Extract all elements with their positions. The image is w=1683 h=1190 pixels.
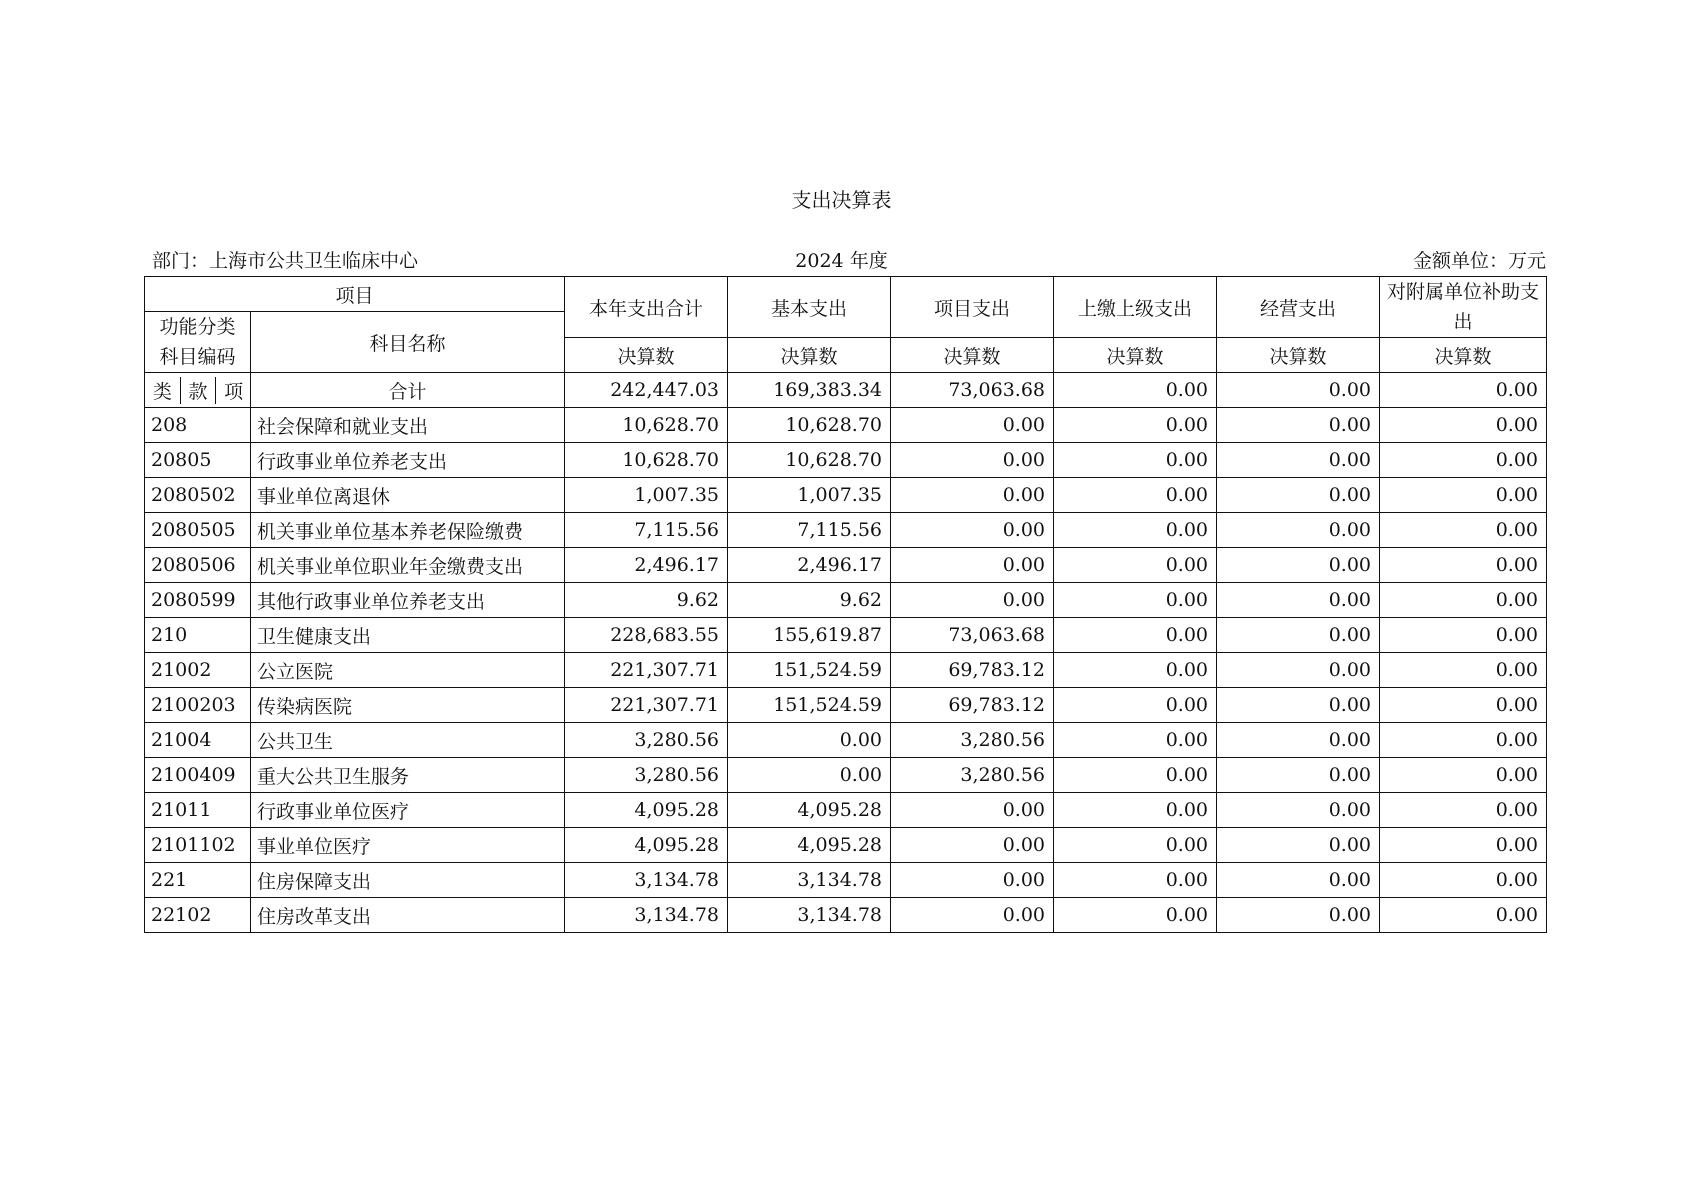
row-subject-name: 卫生健康支出 [251,618,565,653]
header-xiang: 项 [215,377,250,404]
row-upper: 0.00 [1054,688,1217,723]
row-project: 0.00 [891,548,1054,583]
sum-business: 0.00 [1217,373,1380,408]
header-settled: 决算数 [1217,338,1380,373]
header-subsidy: 对附属单位补助支出 [1380,277,1547,338]
row-total: 221,307.71 [565,653,728,688]
table-row [145,653,1547,688]
row-upper: 0.00 [1054,863,1217,898]
row-project: 0.00 [891,408,1054,443]
row-basic: 7,115.56 [728,513,891,548]
row-business: 0.00 [1217,478,1380,513]
header-func-code: 功能分类科目编码 [145,312,251,373]
row-total: 4,095.28 [565,828,728,863]
row-total: 4,095.28 [565,793,728,828]
table-row [145,583,1547,618]
row-subsidy: 0.00 [1380,863,1547,898]
header-kuan: 款 [180,377,216,404]
row-upper: 0.00 [1054,513,1217,548]
header-lei: 类 [152,380,172,403]
row-business: 0.00 [1217,898,1380,933]
row-business: 0.00 [1217,758,1380,793]
row-code: 20805 [145,443,251,478]
row-subject-name: 行政事业单位养老支出 [251,443,565,478]
sum-upper: 0.00 [1054,373,1217,408]
sum-project: 73,063.68 [891,373,1054,408]
row-total: 10,628.70 [565,443,728,478]
header-total: 本年支出合计 [565,277,728,338]
row-project: 0.00 [891,863,1054,898]
row-total: 1,007.35 [565,478,728,513]
header-settled: 决算数 [1380,338,1547,373]
row-subject-name: 社会保障和就业支出 [251,408,565,443]
row-upper: 0.00 [1054,478,1217,513]
row-subject-name: 住房保障支出 [251,863,565,898]
row-total: 228,683.55 [565,618,728,653]
row-project: 73,063.68 [891,618,1054,653]
row-code: 2080502 [145,478,251,513]
row-subsidy: 0.00 [1380,758,1547,793]
row-basic: 9.62 [728,583,891,618]
header-subject-name: 科目名称 [251,312,565,373]
header-settled: 决算数 [728,338,891,373]
row-basic: 3,134.78 [728,863,891,898]
row-upper: 0.00 [1054,548,1217,583]
row-business: 0.00 [1217,793,1380,828]
row-subject-name: 公立医院 [251,653,565,688]
row-business: 0.00 [1217,618,1380,653]
row-basic: 10,628.70 [728,408,891,443]
row-code: 22102 [145,898,251,933]
row-subject-name: 事业单位离退休 [251,478,565,513]
row-code: 2080506 [145,548,251,583]
row-basic: 4,095.28 [728,828,891,863]
row-basic: 2,496.17 [728,548,891,583]
row-code: 2080599 [145,583,251,618]
header-upper: 上缴上级支出 [1054,277,1217,338]
row-basic: 3,134.78 [728,898,891,933]
sum-subsidy: 0.00 [1380,373,1547,408]
row-code: 208 [145,408,251,443]
header-settled: 决算数 [891,338,1054,373]
row-code: 2080505 [145,513,251,548]
header-item: 项目 [145,277,565,312]
row-subject-name: 传染病医院 [251,688,565,723]
row-basic: 10,628.70 [728,443,891,478]
row-subject-name: 住房改革支出 [251,898,565,933]
row-code: 21011 [145,793,251,828]
row-total: 3,134.78 [565,863,728,898]
table-row [145,618,1547,653]
row-basic: 1,007.35 [728,478,891,513]
header-business: 经营支出 [1217,277,1380,338]
row-subsidy: 0.00 [1380,723,1547,758]
row-basic: 0.00 [728,723,891,758]
row-project: 0.00 [891,443,1054,478]
table-row [145,443,1547,478]
row-subsidy: 0.00 [1380,898,1547,933]
row-subject-name: 行政事业单位医疗 [251,793,565,828]
row-total: 3,280.56 [565,758,728,793]
row-project: 0.00 [891,513,1054,548]
row-upper: 0.00 [1054,408,1217,443]
row-subject-name: 事业单位医疗 [251,828,565,863]
expenditure-table [144,276,1547,933]
table-row [145,513,1547,548]
row-subsidy: 0.00 [1380,618,1547,653]
row-total: 9.62 [565,583,728,618]
row-upper: 0.00 [1054,653,1217,688]
row-upper: 0.00 [1054,618,1217,653]
row-business: 0.00 [1217,583,1380,618]
amount-unit-label: 金额单位：万元 [1412,250,1546,272]
sum-total: 242,447.03 [565,373,728,408]
row-project: 0.00 [891,793,1054,828]
row-business: 0.00 [1217,443,1380,478]
row-business: 0.00 [1217,688,1380,723]
row-subject-name: 机关事业单位基本养老保险缴费 [251,513,565,548]
lei-kuan-xiang-cell [145,373,251,408]
row-basic: 151,524.59 [728,688,891,723]
row-code: 2100203 [145,688,251,723]
row-subsidy: 0.00 [1380,828,1547,863]
sum-row [145,373,1547,408]
row-upper: 0.00 [1054,898,1217,933]
row-subject-name: 其他行政事业单位养老支出 [251,583,565,618]
row-subsidy: 0.00 [1380,548,1547,583]
row-subject-name: 公共卫生 [251,723,565,758]
row-business: 0.00 [1217,653,1380,688]
row-upper: 0.00 [1054,758,1217,793]
table-row [145,863,1547,898]
row-upper: 0.00 [1054,583,1217,618]
table-row [145,793,1547,828]
row-code: 210 [145,618,251,653]
row-subject-name: 机关事业单位职业年金缴费支出 [251,548,565,583]
row-total: 221,307.71 [565,688,728,723]
table-row [145,408,1547,443]
row-subsidy: 0.00 [1380,793,1547,828]
row-upper: 0.00 [1054,793,1217,828]
row-code: 221 [145,863,251,898]
row-basic: 151,524.59 [728,653,891,688]
fiscal-year-label: 2024 年度 [795,250,888,272]
row-project: 0.00 [891,828,1054,863]
row-subsidy: 0.00 [1380,478,1547,513]
row-total: 3,134.78 [565,898,728,933]
row-project: 0.00 [891,898,1054,933]
row-business: 0.00 [1217,723,1380,758]
department-label: 部门：上海市公共卫生临床中心 [152,250,419,272]
sum-basic: 169,383.34 [728,373,891,408]
header-project: 项目支出 [891,277,1054,338]
row-subsidy: 0.00 [1380,513,1547,548]
row-business: 0.00 [1217,863,1380,898]
row-business: 0.00 [1217,513,1380,548]
row-project: 69,783.12 [891,688,1054,723]
row-business: 0.00 [1217,548,1380,583]
row-subsidy: 0.00 [1380,688,1547,723]
table-row [145,548,1547,583]
row-code: 21002 [145,653,251,688]
header-settled: 决算数 [565,338,728,373]
sum-label: 合计 [251,373,565,408]
row-code: 21004 [145,723,251,758]
row-code: 2101102 [145,828,251,863]
table-row [145,723,1547,758]
row-project: 69,783.12 [891,653,1054,688]
header-settled: 决算数 [1054,338,1217,373]
row-business: 0.00 [1217,408,1380,443]
row-total: 3,280.56 [565,723,728,758]
row-upper: 0.00 [1054,443,1217,478]
row-project: 0.00 [891,583,1054,618]
row-total: 2,496.17 [565,548,728,583]
row-project: 3,280.56 [891,758,1054,793]
header-basic: 基本支出 [728,277,891,338]
page-title: 支出决算表 [791,188,892,212]
row-subject-name: 重大公共卫生服务 [251,758,565,793]
row-basic: 4,095.28 [728,793,891,828]
row-code: 2100409 [145,758,251,793]
table-row [145,478,1547,513]
row-business: 0.00 [1217,828,1380,863]
table-row [145,898,1547,933]
row-basic: 0.00 [728,758,891,793]
row-project: 0.00 [891,478,1054,513]
row-project: 3,280.56 [891,723,1054,758]
row-subsidy: 0.00 [1380,583,1547,618]
row-total: 10,628.70 [565,408,728,443]
row-subsidy: 0.00 [1380,443,1547,478]
row-total: 7,115.56 [565,513,728,548]
table-row [145,828,1547,863]
row-upper: 0.00 [1054,828,1217,863]
row-upper: 0.00 [1054,723,1217,758]
row-subsidy: 0.00 [1380,653,1547,688]
row-subsidy: 0.00 [1380,408,1547,443]
table-row [145,688,1547,723]
row-basic: 155,619.87 [728,618,891,653]
table-row [145,758,1547,793]
